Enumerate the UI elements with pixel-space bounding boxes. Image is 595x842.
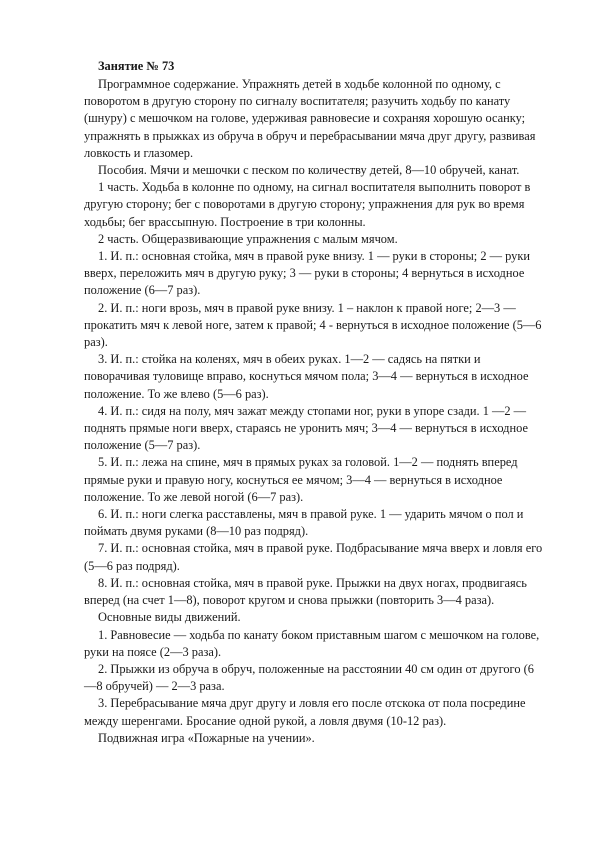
paragraph-materials: Пособия. Мячи и мешочки с песком по количеству детей, 8—10 обручей, канат. [98,163,520,178]
paragraph-exercise-4: 4. И. п.: сидя на полу, мяч зажат между стопами ног, руки в упоре сзади. 1 —2 — поднять прямые ноги вверх, стараясь не уронить мяч; 3—4 — вернуться в исходное положение (5—7 раз). [84,403,528,453]
paragraph-main-movements: Основные виды движений. [98,610,241,625]
paragraph-part-1: 1 часть. Ходьба в колонне по одному, на сигнал воспитателя выполнить поворот в другую сторону; бег с поворотами в другую сторону; упражнения для рук во время ходьбы; бег врассыпную. Построение в три колонны. [84,180,531,229]
paragraph-part-2: 2 часть. Общеразвивающие упражнения с малым мячом. [98,231,398,246]
paragraph-exercise-7: 7. И. п.: основная стойка, мяч в правой руке. Подбрасывание мяча вверх и ловля его (5—6 раз подряд). [84,541,543,573]
lesson-title: Занятие № 73 [98,59,175,73]
paragraph-movement-3: 3. Перебрасывание мяча друг другу и ловля его после отскока от пола посредине между шеренгами. Бросание одной рукой, а ловля двумя (10-12 раз). [84,696,526,728]
paragraph-exercise-2: 2. И. п.: ноги врозь, мяч в правой руке внизу. 1 – наклон к правой ноге; 2—3 — прокатить мяч к левой ноге, затем к правой; 4 - вернуться в исходное положение (5—6 раз). [84,300,542,350]
paragraph-exercise-6: 6. И. п.: ноги слегка расставлены, мяч в правой руке. 1 — ударить мячом о пол и поймать двумя руками (8—10 раз подряд). [84,507,524,539]
paragraph-exercise-3: 3. И. п.: стойка на коленях, мяч в обеих руках. 1—2 — садясь на пятки и поворачивая туловище вправо, коснуться мячом пола; 3—4 — вернуться в исходное положение. То же влево (5—6 раз). [84,352,529,401]
paragraph-exercise-5: 5. И. п.: лежа на спине, мяч в прямых руках за головой. 1—2 — поднять вперед прямые руки и правую ногу, коснуться ее мячом; 3—4 — вернуться в исходное положение. То же левой ногой (6—7 раз). [84,455,518,504]
paragraph-exercise-8: 8. И. п.: основная стойка, мяч в правой руке. Прыжки на двух ногах, продвигаясь вперед (на счет 1—8), поворот кругом и снова прыжки (повторить 3—4 раза). [84,575,527,608]
paragraph-program-content: Программное содержание. Упражнять детей в ходьбе колонной по одному, с поворотом в другую сторону по сигналу воспитателя; разучить ходьбу по канату (шнуру) с мешочком на голове, удерживая равновесие и сохраняя хорошую осанку; упражнять в прыжках из обруча в обруч и перебрасывании мяча друг другу, развивая ловкость и глазомер. [84,77,536,160]
paragraph-game: Подвижная игра «Пожарные на учении». [98,730,315,745]
paragraph-exercise-1: 1. И. п.: основная стойка, мяч в правой руке внизу. 1 — руки в стороны; 2 — руки вверх, переложить мяч в другую руку; 3 — руки в стороны; 4 вернуться в исходное положение (6—7 раз). [84,249,530,298]
paragraph-movement-1: 1. Равновесие — ходьба по канату боком приставным шагом с мешочком на голове, руки на поясе (2—3 раза). [84,627,540,659]
paragraph-movement-2: 2. Прыжки из обруча в обруч, положенные на расстоянии 40 см один от другого (6—8 обручей) — 2—3 раза. [84,661,534,694]
